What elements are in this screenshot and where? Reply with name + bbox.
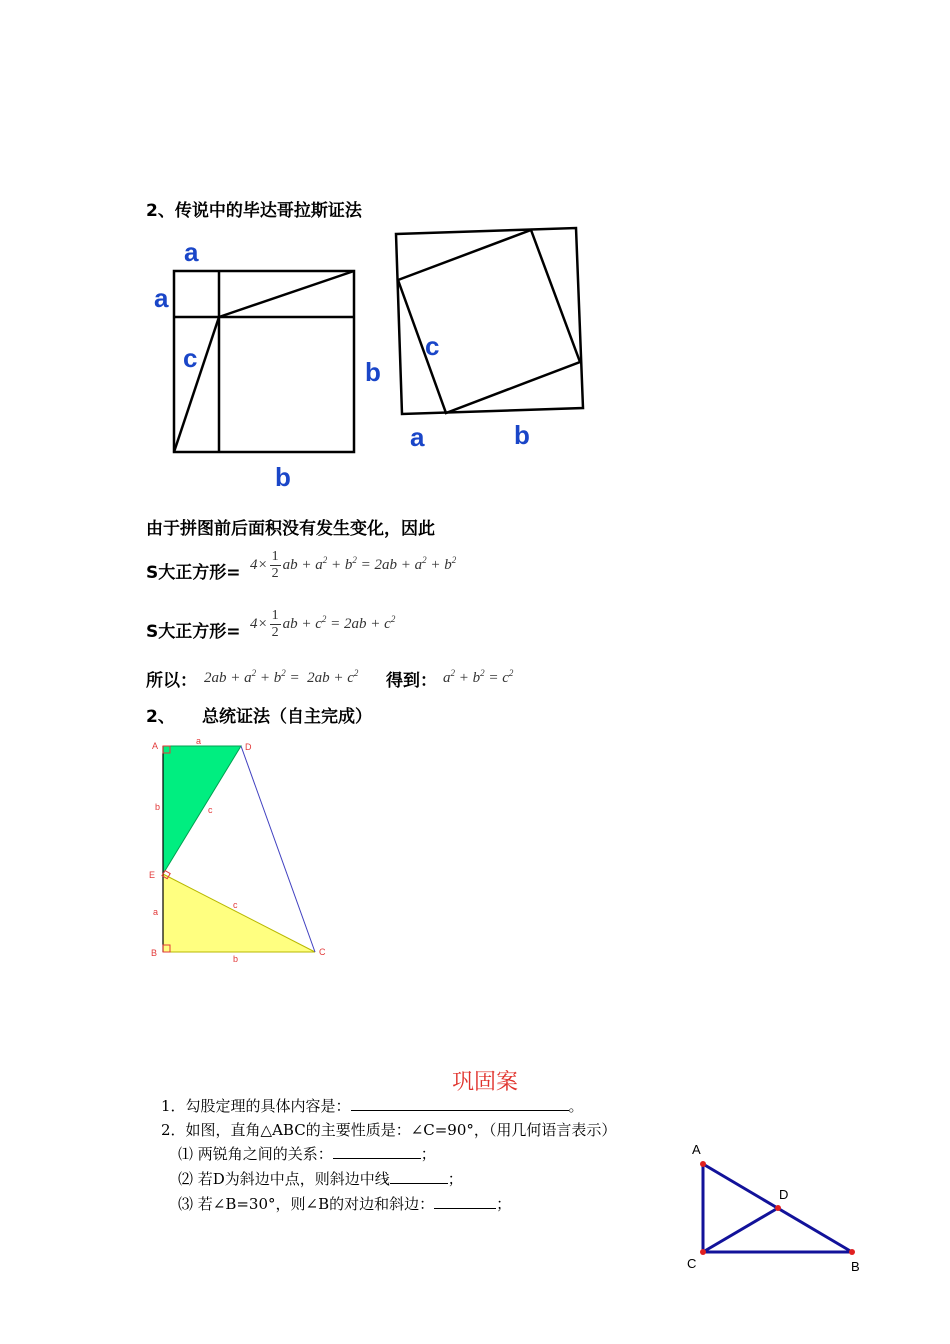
q1-text: 1．勾股定理的具体内容是：	[161, 1097, 351, 1115]
pt-E: E	[149, 870, 156, 880]
label-b-bottom: b	[275, 462, 291, 492]
therefore-label: 所以：	[146, 671, 197, 691]
get-label: 得到：	[386, 671, 437, 691]
tri-pt-D: D	[779, 1187, 789, 1202]
label-a-top: a	[184, 237, 199, 267]
therefore-expr: $2ab + a^2 + b^2 = 2ab + c^2$	[204, 668, 359, 686]
eq2-rhs: 4× $\frac{1}{2}$ ab + $c^2 = 2ab + c^2$	[250, 608, 396, 640]
side-a-left: a	[153, 907, 159, 917]
section3-number: 2、	[146, 707, 175, 727]
q2-3-text: ⑶ 若∠B=30°，则∠B的对边和斜边：	[178, 1195, 435, 1213]
question-2: 2．如图，直角△ABC的主要性质是：∠C=90°，（用几何语言表示）	[161, 1121, 617, 1139]
eq2-lhs: S大正方形=	[146, 622, 241, 642]
label-c-right: c	[425, 331, 440, 361]
q2-3-semicolon: ；	[496, 1195, 512, 1213]
pt-D: D	[245, 742, 252, 752]
label-a-left: a	[154, 283, 169, 313]
label-a-right: a	[410, 422, 425, 452]
reason-text: 由于拼图前后面积没有发生变化，因此	[146, 519, 435, 539]
tri-pt-C: C	[687, 1256, 697, 1271]
q2-1-semicolon: ；	[420, 1145, 436, 1163]
label-b-right-fig: b	[514, 420, 530, 450]
side-b-left: b	[155, 802, 161, 812]
q2-1-text: ⑴ 两锐角之间的关系：	[178, 1145, 333, 1163]
eq1-rhs: 4× $\frac{1}{2}$ ab + $a^2 + b^2 = 2ab + a^2 + b^2$	[250, 549, 457, 581]
side-a-top: a	[196, 736, 202, 746]
side-c-upper: c	[208, 805, 213, 815]
q2-2-semicolon: ；	[447, 1170, 463, 1188]
eq1-lhs: S大正方形=	[146, 563, 241, 583]
side-c-lower: c	[233, 900, 238, 910]
pt-C: C	[319, 947, 326, 957]
tri-pt-A: A	[692, 1142, 701, 1157]
q2-2-text: ⑵ 若D为斜边中点，则斜边中线	[178, 1170, 390, 1188]
section3-heading: 总统证法（自主完成）	[202, 707, 372, 727]
section-heading-pythagoras: 2、传说中的毕达哥拉斯证法	[146, 201, 362, 221]
label-b-right: b	[365, 357, 381, 387]
pt-B: B	[151, 948, 158, 958]
consolidation-title: 巩固案	[452, 1070, 519, 1095]
tri-pt-B: B	[851, 1259, 860, 1274]
get-expr: $a^2 + b^2 = c^2$	[443, 668, 514, 686]
side-b-bottom: b	[233, 954, 239, 964]
label-c: c	[183, 343, 198, 373]
q1-end: 。	[568, 1097, 584, 1115]
pt-A: A	[152, 741, 159, 751]
